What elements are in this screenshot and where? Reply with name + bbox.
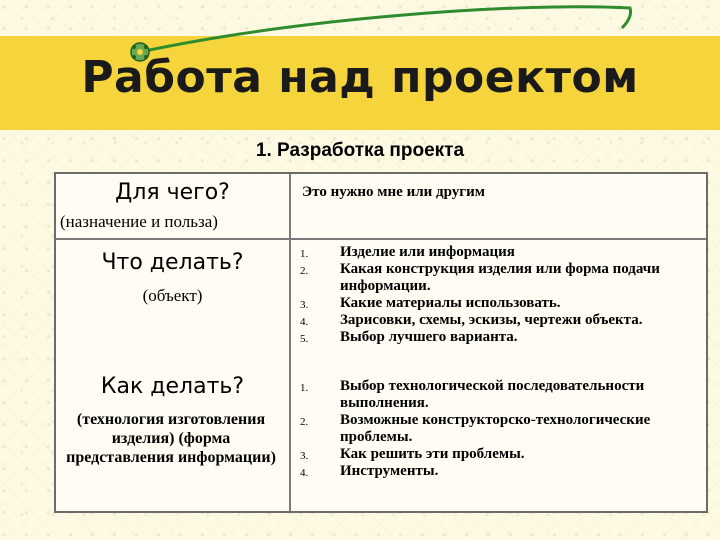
list-item: 2. Возможные конструкторско-технологические проблемы. (300, 412, 651, 445)
list-item: 4. Инструменты. (300, 463, 439, 479)
how-list (300, 378, 700, 480)
note-technology: (технология изготовления изделия) (форма представления информации) (66, 411, 276, 466)
project-table (54, 172, 708, 513)
list-item: 5. Выбор лучшего варианта. (300, 329, 518, 345)
question-why: Для чего? (115, 180, 230, 205)
note-purpose: (назначение и польза) (60, 212, 218, 231)
page-title: Работа над проектом (81, 52, 639, 103)
list-item: 3. Как решить эти проблемы. (300, 446, 525, 462)
question-how: Как делать? (100, 374, 245, 399)
list-item: 2. Какая конструкция изделия или форма подачи информации. (300, 261, 660, 294)
list-item: 4. Зарисовки, схемы, эскизы, чертежи объекта. (300, 312, 643, 328)
list-item: 1. Изделие или информация (300, 244, 515, 260)
column-divider (289, 174, 291, 511)
row-divider (56, 238, 706, 240)
note-object: (объект) (142, 286, 203, 305)
answer-why: Это нужно мне или другим (302, 184, 485, 200)
question-what: Что делать? (101, 250, 244, 275)
what-list (300, 244, 700, 346)
list-item: 1. Выбор технологической последовательности выполнения. (300, 378, 645, 411)
list-item: 3. Какие материалы использовать. (300, 295, 561, 311)
section-subtitle: 1. Разработка проекта (255, 140, 465, 161)
